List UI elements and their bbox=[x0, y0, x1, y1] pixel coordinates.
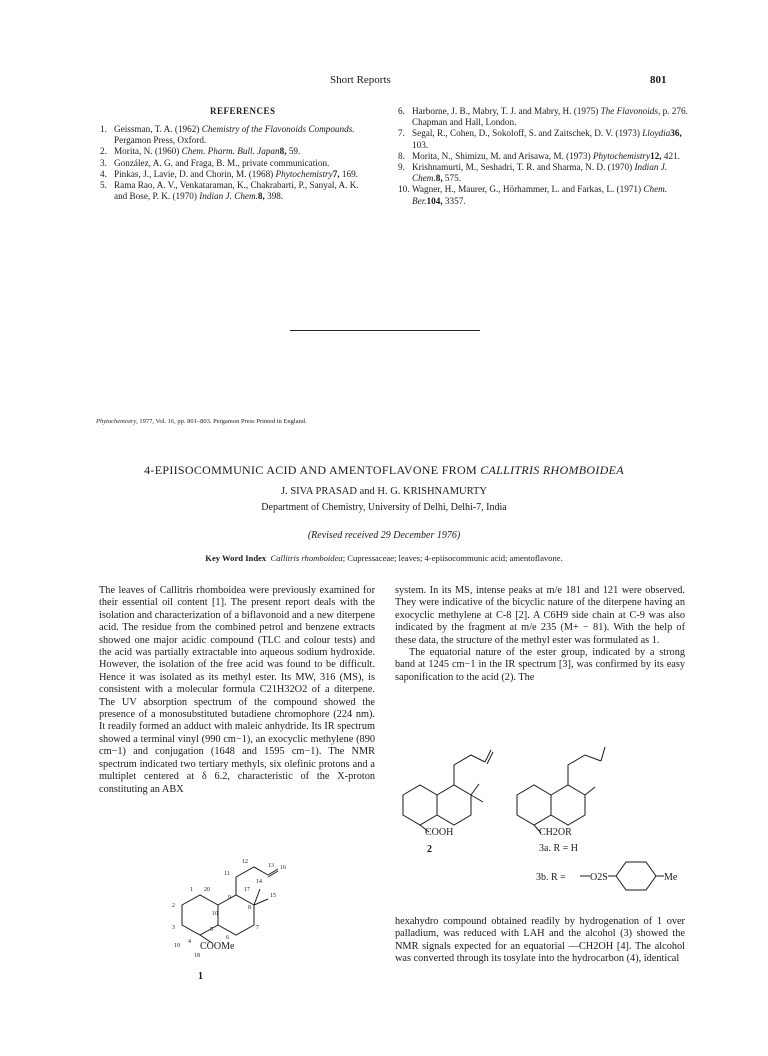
reference-tail: Pergamon Press, Oxford. bbox=[114, 135, 207, 146]
reference-item bbox=[398, 151, 688, 162]
reference-italic: Chemistry of the Flavonoids Compounds. bbox=[201, 124, 355, 134]
reference-tail: 103. bbox=[412, 139, 429, 150]
carbon-number: 4 bbox=[188, 939, 191, 945]
author-affiliation: Department of Chemistry, University of Delhi, Delhi-7, India bbox=[261, 502, 507, 513]
carbon-number: 8 bbox=[248, 905, 251, 911]
body-paragraph: hexahydro compound obtained readily by hydrogenation of 1 over palladium, was reduced with LAH and the alcohol (3) showed the NMR signals expected for an equatorial —CH2OH [4]. The alcohol was converted through its tosylate into the hydrocarbon (4), identical bbox=[395, 916, 685, 965]
carbon-number: 13 bbox=[268, 863, 274, 869]
reference-num: 1. bbox=[100, 124, 107, 134]
reference-tail: 575. bbox=[442, 173, 461, 184]
carbon-number: 10 bbox=[212, 911, 218, 917]
carbon-number: 3 bbox=[172, 925, 175, 931]
carbon-number: 11 bbox=[224, 871, 230, 877]
reference-text: Pinkas, J., Lavie, D. and Chorin, M. (1968) bbox=[114, 168, 276, 179]
acid-group-label: COOH bbox=[425, 827, 454, 838]
reference-item bbox=[398, 128, 688, 150]
reference-num: 10. bbox=[398, 184, 410, 195]
carbon-number: 16 bbox=[280, 865, 286, 871]
methyl-label: Me bbox=[664, 872, 678, 883]
reference-bold: 8, bbox=[257, 191, 265, 202]
reference-num: 6. bbox=[398, 106, 405, 116]
reference-item bbox=[100, 124, 370, 146]
carbon-number: 2 bbox=[172, 903, 175, 909]
reference-bold: 8, bbox=[279, 146, 287, 157]
reference-num: 4. bbox=[100, 168, 107, 179]
alcohol-group-label: CH2OR bbox=[539, 827, 572, 838]
journal-citation-line: Phytochemistry, 1977, Vol. 16, pp. 801–803. Pergamon Press Printed in England. bbox=[96, 418, 307, 425]
body-column-left bbox=[99, 585, 375, 796]
compound-number: 2 bbox=[427, 844, 432, 855]
reference-text: Segal, R., Cohen, D., Sokoloff, S. and Zaitschek, D. V. (1973) bbox=[412, 128, 643, 139]
carbon-number: 6 bbox=[226, 935, 229, 941]
carbon-number: 12 bbox=[242, 859, 248, 865]
carbon-number: 17 bbox=[244, 887, 250, 893]
references-list-left bbox=[100, 124, 370, 202]
carbon-number: 19 bbox=[174, 943, 180, 949]
reference-text: Harborne, J. B., Mabry, T. J. and Mabry, H. (1975) bbox=[412, 106, 601, 116]
reference-tail: 398. bbox=[264, 191, 284, 202]
reference-item bbox=[100, 180, 370, 202]
reference-text: Morita, N., Shimizu, M. and Arisawa, M. (1973) bbox=[412, 150, 593, 161]
reference-italic: Indian J. Chem. bbox=[412, 162, 668, 184]
structure-1-diagram bbox=[160, 855, 300, 995]
reference-item bbox=[100, 158, 370, 169]
reference-item bbox=[100, 146, 370, 157]
reference-tail: 3357. bbox=[442, 195, 466, 206]
reference-item bbox=[398, 106, 688, 128]
received-date: (Revised received 29 December 1976) bbox=[307, 530, 461, 541]
compound-label-3a: 3a. R = H bbox=[539, 843, 578, 854]
structure-3-diagram bbox=[505, 735, 635, 855]
keyword-index: Key Word Index Callitris rhomboidea; Cupressaceae; leaves; 4-epiisocommunic acid; amentoflavone. bbox=[205, 553, 563, 563]
body-paragraph: The equatorial nature of the ester group, indicated by a strong band at 1245 cm−1 in the IR spectrum [3], was confirmed by its easy saponification to the acid (2). The bbox=[395, 647, 685, 683]
references-heading: REFERENCES bbox=[210, 106, 276, 116]
carbon-number: 14 bbox=[256, 879, 262, 885]
compound-number: 1 bbox=[198, 971, 203, 982]
reference-italic: Lloydia bbox=[642, 128, 671, 139]
reference-text: Wagner, H., Maurer, G., Hörhammer, L. and Farkas, L. (1971) bbox=[412, 184, 644, 195]
reference-num: 9. bbox=[398, 162, 405, 173]
structure-2-diagram bbox=[395, 740, 515, 860]
reference-italic: Phytochemistry bbox=[275, 168, 333, 179]
reference-item bbox=[398, 184, 688, 206]
references-list-right bbox=[398, 106, 688, 207]
reference-tail: 421. bbox=[661, 150, 680, 161]
reference-bold: 36, bbox=[670, 128, 682, 139]
reference-num: 5. bbox=[100, 180, 107, 191]
body-column-right bbox=[395, 585, 685, 684]
sulfonyl-label: O2S bbox=[590, 872, 608, 883]
reference-item bbox=[398, 162, 688, 184]
article-title: 4-EPIISOCOMMUNIC ACID AND AMENTOFLAVONE FROM CALLITRIS RHOMBOIDEA bbox=[144, 463, 624, 477]
reference-italic: Chem. Pharm. Bull. Japan bbox=[181, 146, 280, 157]
reference-text: Rama Rao, A. V., Venkataraman, K., Chakrabarti, P., Sanyal, A. K. and Bose, P. K. (1970) bbox=[114, 180, 359, 202]
compound-label-3b: 3b. R = bbox=[536, 872, 566, 883]
reference-tail: 59. bbox=[286, 146, 301, 157]
reference-italic: Chem. Ber. bbox=[412, 184, 668, 206]
carbon-number: 7 bbox=[256, 925, 259, 931]
reference-text: Krishnamurti, M., Seshadri, T. R. and Sharma, N. D. (1970) bbox=[412, 162, 635, 173]
carbon-number: 9 bbox=[228, 895, 231, 901]
reference-text: Geissman, T. A. (1962) bbox=[114, 124, 202, 134]
structure-3b-tosyl bbox=[530, 858, 690, 898]
carbon-number: 20 bbox=[204, 887, 210, 893]
reference-italic: The Flavonoids, bbox=[600, 106, 661, 116]
reference-bold: 104, bbox=[426, 195, 443, 206]
body-paragraph: system. In its MS, intense peaks at m/e 181 and 121 were observed. They were indicative of the bicyclic nature of the diterpene having an exocyclic methylene at C-8 [2]. A C6H9 side chain at C-9 was also indicated by the fragment at m/e 235 (M+ − 81). With the help of these data, the structure of the methyl ester was formulated as 1. bbox=[395, 585, 685, 646]
reference-num: 7. bbox=[398, 128, 405, 139]
body-column-right-continued bbox=[395, 916, 685, 966]
article-authors: J. SIVA PRASAD and H. G. KRISHNAMURTY bbox=[281, 486, 487, 497]
reference-num: 3. bbox=[100, 157, 107, 168]
reference-italic: Indian J. Chem. bbox=[199, 191, 258, 202]
carbon-number: 15 bbox=[270, 893, 276, 899]
reference-italic: Phytochemistry bbox=[592, 150, 651, 161]
reference-text: González, A. G. and Fraga, B. M., private communication. bbox=[114, 157, 330, 168]
carbon-number: 18 bbox=[194, 953, 200, 959]
section-divider bbox=[290, 330, 480, 331]
page-number: 801 bbox=[650, 74, 667, 86]
reference-item bbox=[100, 169, 370, 180]
ester-group-label: COOMe bbox=[200, 941, 235, 952]
carbon-number: 1 bbox=[190, 887, 193, 893]
reference-num: 2. bbox=[100, 146, 107, 157]
reference-tail: p. 276. Chapman and Hall, London. bbox=[412, 106, 688, 128]
reference-num: 8. bbox=[398, 150, 405, 161]
reference-bold: 7, bbox=[332, 168, 340, 179]
body-paragraph: The leaves of Callitris rhomboidea were previously examined for their essential oil content [1]. The present report deals with the isolation and characterization of a biflavonoid and a new diterpene acid. The residue from the combined petrol and benzene extracts showed one major acidic compound (TLC and colour tests) and the acid was partially extractable into aqueous sodium hydroxide. However, the isolation of the free acid was found to be difficult. Hence it was isolated as its methyl ester. Its MW, 316 (MS), is consistent with a molecular formula C21H32O2 of a diterpene. The UV absorption spectrum of the compound showed the presence of a monosubstituted butadiene chromophore (224 nm). It readily formed an adduct with maleic anhydride. Its IR spectrum showed a terminal vinyl (990 cm−1), an exocyclic methylene (890 cm−1) and conjugation (1648 and 1595 cm−1). The NMR spectrum indicated two tertiary methyls, six olefinic protons and a multiplet centered at δ 6.2, characteristic of the X-proton constituting an ABX bbox=[99, 585, 375, 795]
reference-tail: 169. bbox=[339, 168, 358, 179]
carbon-number: 5 bbox=[210, 927, 213, 933]
reference-bold: 12, bbox=[650, 150, 662, 161]
reference-text: Morita, N. (1960) bbox=[114, 146, 182, 157]
reference-bold: 8, bbox=[435, 173, 443, 184]
running-header-title: Short Reports bbox=[330, 74, 391, 86]
